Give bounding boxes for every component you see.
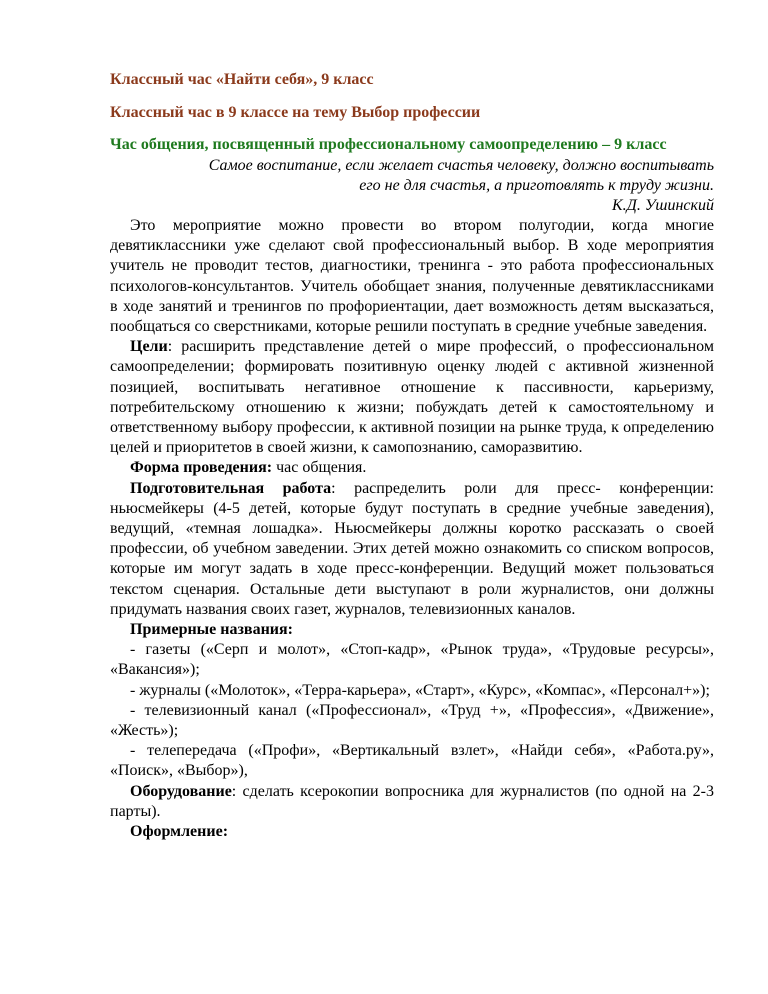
list-item: - телепередача («Профи», «Вертикальный взлет», «Найди себя», «Работа.ру», «Поиск», «Выбор»), bbox=[110, 742, 714, 780]
equipment-text: : сделать ксерокопии вопросника для журналистов (по одной на 2-3 парты). bbox=[110, 782, 714, 820]
epigraph-line-2: его не для счастья, а приготовлять к труду жизни. bbox=[359, 177, 714, 194]
epigraph bbox=[110, 156, 714, 216]
form-text: час общения. bbox=[272, 459, 367, 477]
list-item: - журналы («Молоток», «Терра-карьера», «Старт», «Курс», «Компас», «Персонал+»); bbox=[130, 681, 710, 699]
list-item: - газеты («Серп и молот», «Стоп-кадр», «Рынок труда», «Трудовые ресурсы», «Вакансия»); bbox=[110, 641, 714, 679]
form-label: Форма проведения: bbox=[130, 459, 273, 477]
document-page bbox=[110, 70, 714, 842]
heading-find-yourself: Классный час «Найти себя», 9 класс bbox=[110, 71, 374, 88]
prep-text: : распределить роли для пресс- конференции: ньюсмейкеры (4-5 детей, которые будут поступать в средние учебные заведения), ведущий, «темная лошадка». Ньюсмейкеры должны коротко рассказать о своей профессии, об учебном заведении. Этих детей можно ознакомить со списком вопросов, которые им могут задать в ходе пресс-конференции. Ведущий может пользоваться текстом сценария. Остальные дети выступают в роли журналистов, они должны придумать названия своих газет, журналов, телевизионных каналов. bbox=[110, 479, 714, 618]
epigraph-line-1: Самое воспитание, если желает счастья человеку, должно воспитывать bbox=[208, 157, 714, 174]
prep-paragraph bbox=[110, 479, 714, 620]
goals-label: Цели bbox=[130, 338, 168, 356]
equipment-paragraph bbox=[110, 782, 714, 822]
list-item: - телевизионный канал («Профессионал», «Труд +», «Профессия», «Движение», «Жесть»); bbox=[110, 701, 714, 740]
prep-label: Подготовительная работа bbox=[130, 479, 332, 497]
form-paragraph bbox=[110, 458, 714, 478]
goals-text: : расширить представление детей о мире профессий, о профессиональном самоопределении; формировать позитивную оценку людей с активной жизненной позицией, воспитывать негативное отношение к пассивности, карьеризму, потребительскому отношению к жизни; побуждать детей к самостоятельному и ответственному выбору профессии, к активной позиции на рынке труда, к определению целей и приоритетов в своей жизни, к самопознанию, саморазвитию. bbox=[110, 338, 714, 457]
heading-self-determination: Час общения, посвященный профессиональному самоопределению – 9 класс bbox=[110, 136, 667, 153]
epigraph-author: К.Д. Ушинский bbox=[612, 197, 714, 214]
heading-career-choice: Классный час в 9 классе на тему Выбор профессии bbox=[110, 104, 481, 121]
names-label: Примерные названия: bbox=[130, 621, 293, 639]
goals-paragraph bbox=[110, 337, 714, 458]
design-label: Оформление: bbox=[130, 823, 229, 841]
equipment-label: Оборудование bbox=[130, 782, 232, 800]
intro-paragraph: Это мероприятие можно провести во втором полугодии, когда многие девятиклассники уже сделают свой профессиональный выбор. В ходе мероприятия учитель не проводит тестов, диагностики, тренинга - это работа профессиональных психологов-консультантов. Учитель обобщает знания, полученные девятиклассниками в ходе занятий и тренингов по профориентации, дает возможность детям высказаться, пообщаться со сверстниками, которые решили поступать в средние учебные заведения. bbox=[110, 217, 714, 336]
